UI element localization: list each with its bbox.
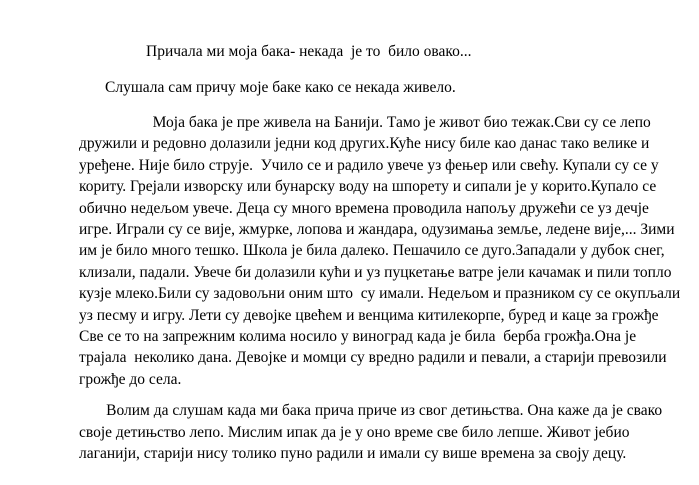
intro-sentence: Слушала сам причу моје баке како се некада живело. <box>105 79 456 96</box>
text-line: клизали, падали. Увече би долазили кући и уз пуцкетање ватре јели качамак и пили топло <box>79 263 672 281</box>
text-line: уз песму и игру. Лети су девојке цвећем и венцима китилекорпе, буред и каце за грожђе <box>79 306 659 324</box>
text-line: лаганији, старији нису толико пуно радили и имали су више времена за своју децу. <box>79 445 627 463</box>
text-line: Све се то на запрежним колима носило у виноград када је била берба грожђа.Она је <box>79 328 637 346</box>
paragraph-grandmother-life <box>79 112 680 390</box>
text-line: им је било много тешко. Школа је била далеко. Пешачило се дуго.Западали у дубок снег, <box>79 242 665 260</box>
text-line: грожђе до села. <box>79 370 182 388</box>
text-line: игре. Играли су се вије, жмурке, лопова и жандара, одузимања земље, ледене вије,... Зими <box>79 221 675 239</box>
text-line: трајала неколико дана. Девојке и момци су вредно радили и певали, а старији превозили <box>79 349 667 367</box>
text-line: своје детињство лепо. Мислим ипак да је у оно време све било лепше. Живот јебио <box>79 423 630 441</box>
text-line: дружили и редовно долазили једни код других.Куће нису биле као данас тако велике и <box>79 135 650 153</box>
text-line: кориту. Грејали изворску или бунарску воду на шпорету и сипали је у корито.Купало се <box>79 178 657 196</box>
paragraph-childhood-stories <box>79 400 662 465</box>
document-title: Причала ми моја бака- некада је то било овако... <box>146 43 472 60</box>
text-line: Волим да слушам када ми бака прича приче из свог детињства. Она каже да је свако <box>79 402 663 419</box>
text-line: уређене. Није било струје. Учило се и радило увече уз фењер или свећу. Купали су се у <box>79 156 659 174</box>
text-line: обично недељом увече. Деца су много времена проводила напољу дружећи се уз дечје <box>79 199 649 217</box>
text-line: кузје млеко.Били су задовољни оним што су имали. Недељом и празником су се окупљали <box>79 285 681 303</box>
text-line: Моја бака је пре живела на Банији. Тамо је живот био тежак.Сви су се лепо <box>79 114 651 131</box>
